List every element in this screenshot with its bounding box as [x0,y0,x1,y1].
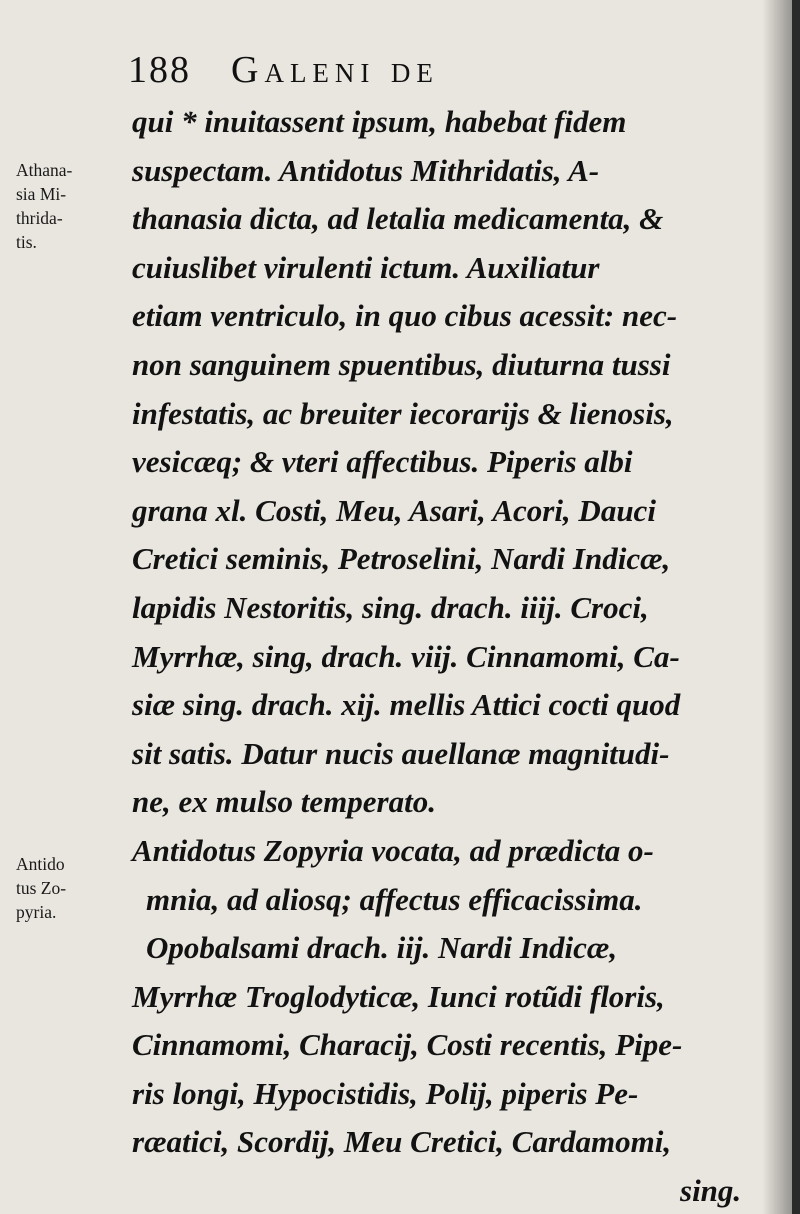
text-line: thanasia dicta, ad letalia medicamenta, & [132,201,664,237]
text-line: ris longi, Hypocistidis, Polij, piperis Pe- [132,1075,639,1111]
text-line: sing. [680,1173,742,1209]
margin-note-line: Athana- [16,160,73,180]
text-line: Cinnamomi, Characij, Costi recentis, Pipe- [132,1027,683,1063]
text-line: Antidotus Zopyria vocata, ad prædicta o- [132,832,654,868]
margin-note-athanasia [16,158,72,254]
text-line: grana xl. Costi, Meu, Asari, Acori, Dauci [132,492,656,528]
text-line: sit satis. Datur nucis auellanæ magnitudi- [132,735,670,771]
margin-note-line: tis. [16,232,37,252]
margin-note-line: Antido [16,854,65,874]
text-line: ræatici, Scordij, Meu Cretici, Cardamomi, [132,1124,672,1160]
margin-note-line: tus Zo- [16,878,67,898]
text-line: infestatis, ac breuiter iecorarijs & lienosis, [132,395,674,431]
text-line: Myrrhæ, sing, drach. viij. Cinnamomi, Ca- [132,638,680,674]
body-text [132,98,772,1214]
text-line: vesicæq; & vteri affectibus. Piperis albi [132,444,633,480]
text-line: qui * inuitassent ipsum, habebat fidem [132,104,627,139]
running-title: Galeni de [231,49,439,91]
text-line: Cretici seminis, Petroselini, Nardi Indicæ, [132,541,671,577]
text-line: Myrrhæ Troglodyticæ, Iunci rotũdi floris, [132,978,665,1014]
page-number: 188 [128,49,191,91]
text-line: lapidis Nestoritis, sing. drach. iiij. Croci, [132,589,649,625]
margin-note-line: sia Mi- [16,184,67,204]
page-header [128,48,439,92]
text-line: suspectam. Antidotus Mithridatis, A- [132,152,600,188]
text-line: siæ sing. drach. xij. mellis Attici cocti quod [132,687,681,723]
text-line: etiam ventriculo, in quo cibus acessit: nec- [132,298,678,334]
margin-note-line: pyria. [16,902,57,922]
margin-note-line: thrida- [16,208,63,228]
text-line: non sanguinem spuentibus, diuturna tussi [132,346,671,382]
page-spine-shadow [762,0,792,1214]
text-line: ne, ex mulso temperato. [132,784,436,820]
text-line: Opobalsami drach. iij. Nardi Indicæ, [146,930,618,966]
margin-note-zopyria [16,852,66,924]
text-line: mnia, ad aliosq; affectus efficacissima. [146,881,643,917]
text-line: cuiuslibet virulenti ictum. Auxiliatur [132,249,600,285]
